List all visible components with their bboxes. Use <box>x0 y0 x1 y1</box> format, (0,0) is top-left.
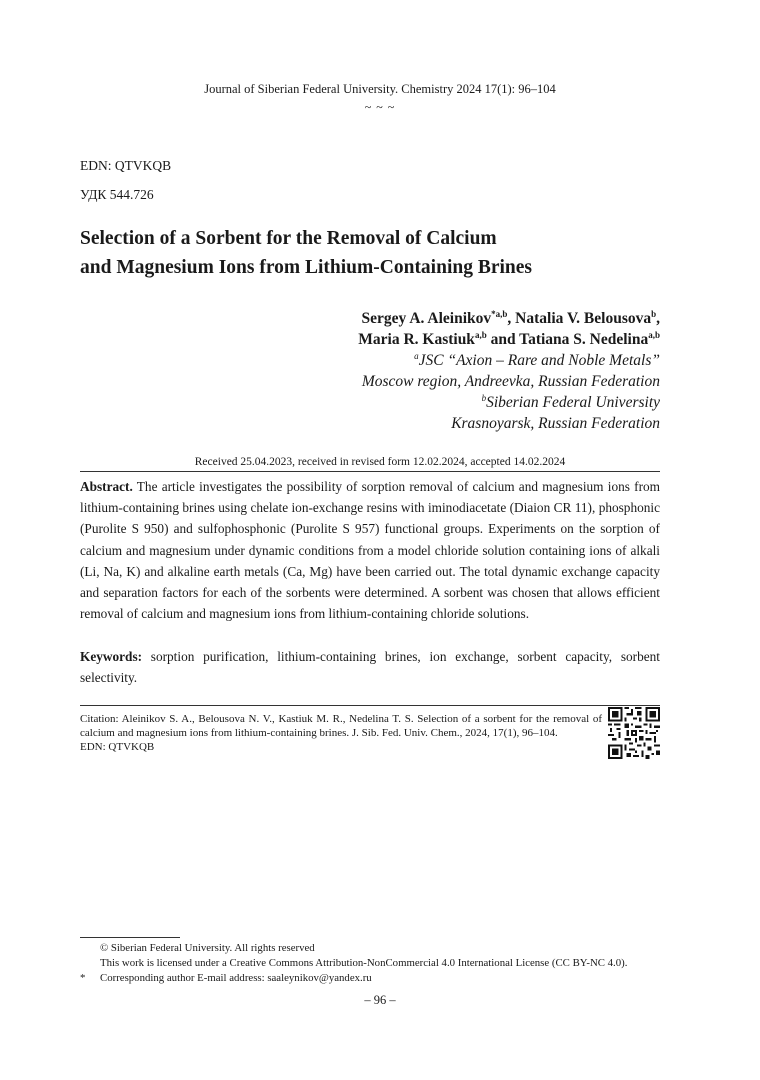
author-and: and <box>486 331 520 348</box>
abstract-text: The article investigates the possibility of sorption removal of calcium and magnesium ions from lithium-containing brines using chelate ion-exchange resins with iminodiacetate (Diaion CR 11), phosphonic (Purolite S 950) and sulfophosphonic (Purolite S 957) functional groups. Experiments on the sorption of calcium and magnesium under dynamic conditions from a model chloride solution containing ions of alkali (Li, Na, K) and alkaline earth metals (Ca, Mg) have been carried out. The total dynamic exchange capacity and separation factors for each of the sorbents were determined. A sorbent was chosen that allows efficient removal of calcium and magnesium ions from lithium-containing chloride solutions. <box>80 479 660 622</box>
abstract-label: Abstract. <box>80 479 133 494</box>
affiliations <box>362 350 660 434</box>
author-aleinikov-sup: *a,b <box>491 308 508 319</box>
edn-code: EDN: QTVKQB <box>80 158 172 173</box>
journal-header: Journal of Siberian Federal University. Chemistry 2024 17(1): 96–104 <box>204 82 556 96</box>
author-nedelina-sup: a,b <box>648 329 660 340</box>
citation-edn: EDN: QTVKQB <box>80 741 155 753</box>
affiliation-b-line-1: $^b$Siberian Federal University <box>481 392 660 411</box>
footnote-copyright: © Siberian Federal University. All rights reserved <box>100 942 315 954</box>
citation <box>80 712 602 754</box>
article-title <box>80 224 680 282</box>
affiliation-b-mark: b <box>481 392 487 403</box>
received-dates: Received 25.04.2023, received in revised form 12.02.2024, accepted 14.02.2024 <box>194 456 566 468</box>
keywords-label: Keywords: <box>80 649 143 664</box>
footnote-star: * <box>80 972 86 984</box>
title-line-2: and Magnesium Ions from Lithium-Containing Brines <box>80 257 533 278</box>
keywords <box>80 646 660 688</box>
footnotes <box>80 941 627 986</box>
citation-text: Citation: Aleinikov S. A., Belousova N. V., Kastiuk M. R., Nedelina T. S. Selection of a sorbent for the removal of calcium and magnesium ions from lithium-containing brines. J. Sib. Fed. Univ. Chem., 2024, 17(1), 96–104. <box>80 713 602 739</box>
abstract <box>80 476 660 624</box>
author-line-1 <box>358 308 660 329</box>
footnote-license: This work is licensed under a Creative Commons Attribution-NonCommercial 4.0 International License (CC BY-NC 4.0). <box>100 957 628 969</box>
author-list <box>358 308 660 350</box>
keywords-text: sorption purification, lithium-containing brines, ion exchange, sorbent capacity, sorbent selectivity. <box>80 649 660 685</box>
author-belousova: Natalia V. Belousova <box>515 310 652 327</box>
footnote-divider <box>80 937 180 938</box>
udk-code: УДК 544.726 <box>80 187 154 202</box>
author-separator: , <box>656 310 660 327</box>
header-separator: ~ ~ ~ <box>364 100 396 114</box>
title-line-1: Selection of a Sorbent for the Removal of Calcium <box>80 228 497 249</box>
author-kastiuk: Maria R. Kastiuk <box>358 331 475 348</box>
affiliation-b-line-2: Krasnoyarsk, Russian Federation <box>451 415 660 432</box>
qr-code-icon[interactable] <box>608 707 660 759</box>
footnote-corresponding: * Corresponding author E-mail address: saaleynikov@yandex.ru <box>80 972 372 984</box>
author-line-2 <box>358 329 660 350</box>
affiliation-a-line-2: Moscow region, Andreevka, Russian Federation <box>361 373 660 390</box>
author-aleinikov: Sergey A. Aleinikov <box>361 310 492 327</box>
page-number: – 96 – <box>364 993 396 1007</box>
author-belousova-sup: b <box>651 308 657 319</box>
author-nedelina: Tatiana S. Nedelina <box>519 331 649 348</box>
author-separator: , <box>507 310 516 327</box>
author-kastiuk-sup: a,b <box>474 329 487 340</box>
citation-divider <box>80 705 660 706</box>
affiliation-a-line-1: $^a$JSC “Axion – Rare and Noble Metals” <box>414 350 660 369</box>
affiliation-a-mark: a <box>414 350 419 361</box>
abstract-divider <box>80 471 660 472</box>
